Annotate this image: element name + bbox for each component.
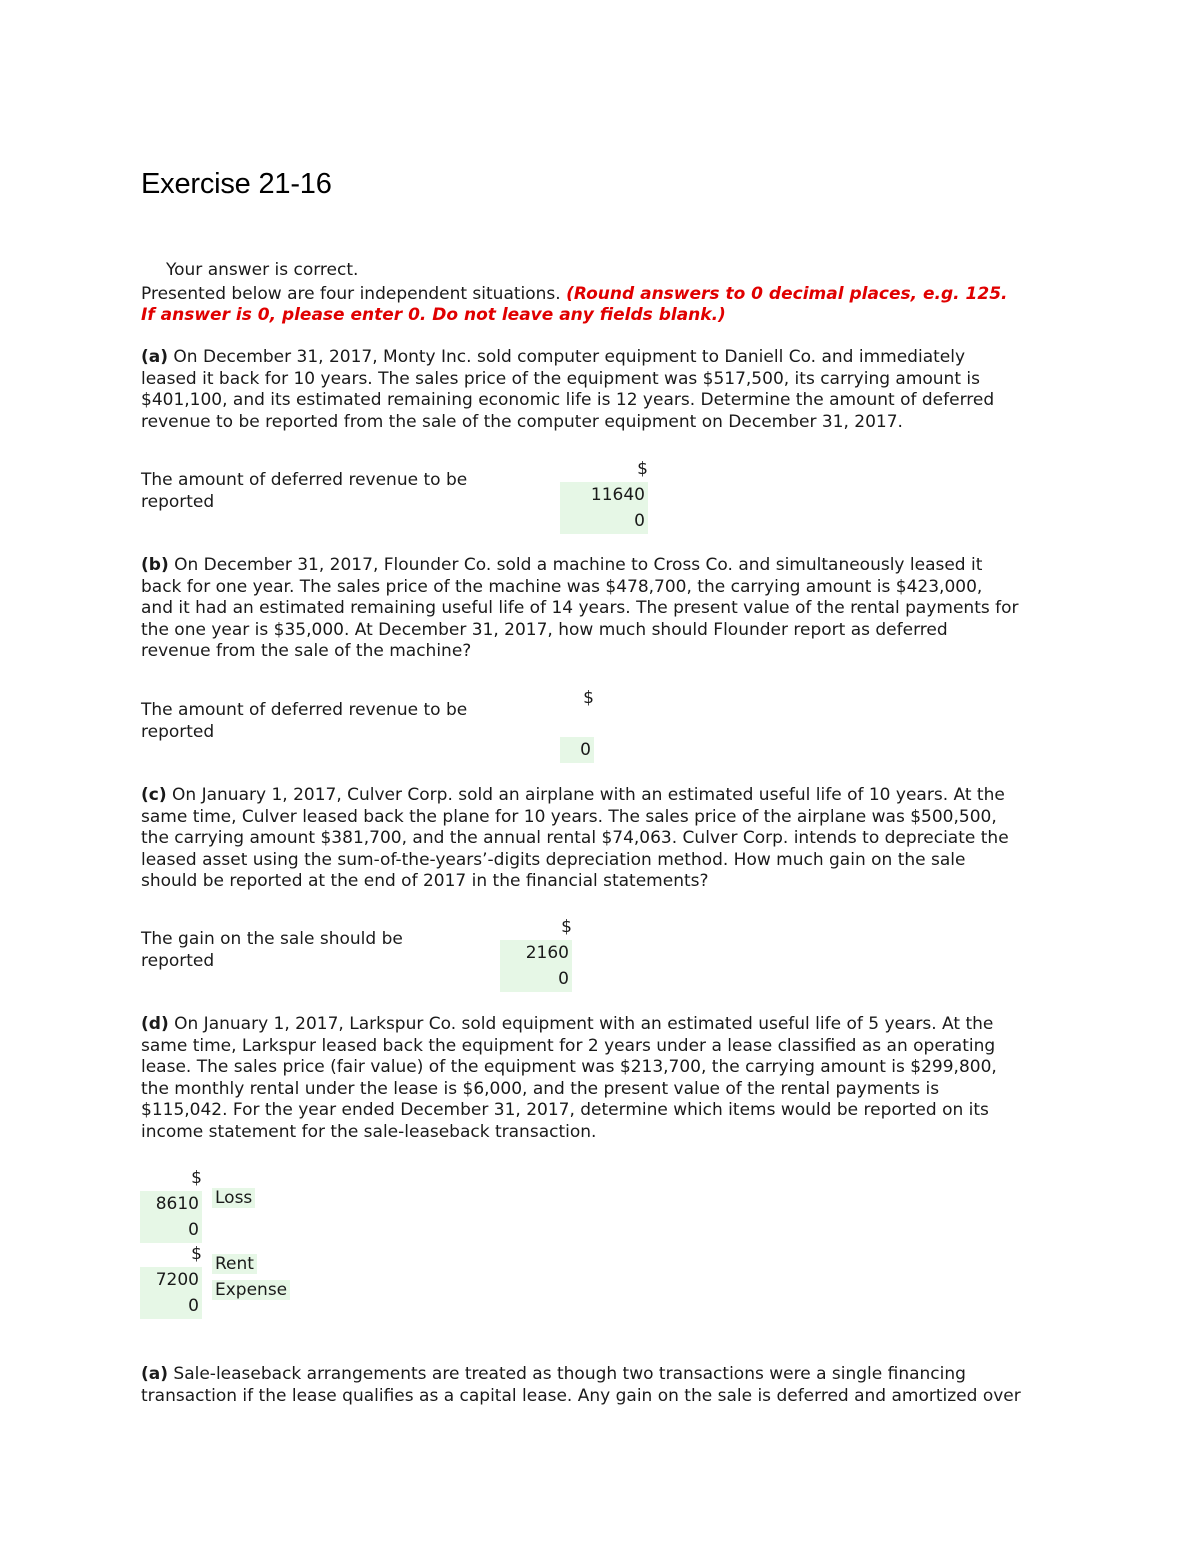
part-d-text [141,1014,997,1143]
part-b-line: revenue from the sale of the machine? [141,641,472,661]
part-c-answer-value: 2160 [500,940,572,966]
part-c-label: (c) [141,785,167,805]
part-d-line: the monthly rental under the lease is $6,000, and the present value of the rental payments is [141,1078,940,1099]
part-d-item2-type-value-cont: Expense [212,1280,290,1300]
part-b-question [141,700,467,743]
part-b-answer-field[interactable] [560,685,594,763]
explanation-a-line-text: Sale-leaseback arrangements are treated as though two transactions were a single financing [168,1364,966,1384]
part-a-question-line: The amount of deferred revenue to be [141,470,468,490]
explanation-a-label: (a) [141,1364,169,1384]
explanation-a-line: transaction if the lease qualifies as a capital lease. Any gain on the sale is deferred and amortized over [141,1385,1021,1406]
instruction-text-2: If answer is 0, please enter 0. Do not leave any fields blank.) [141,305,726,325]
part-c-line [141,785,1009,807]
part-a-line: leased it back for 10 years. The sales price of the equipment was $517,500, its carrying amount is [141,368,980,389]
part-c-line: the carrying amount $381,700, and the annual rental $74,063. Culver Corp. intends to depreciate the [141,828,1009,848]
part-d-line: $115,042. For the year ended December 31, 2017, determine which items would be reported on its [141,1100,989,1120]
part-d-item2-answer-value: 7200 [140,1267,202,1293]
part-a-line: $401,100, and its estimated remaining economic life is 12 years. Determine the amount of deferred [141,390,995,410]
part-b-line: and it had an estimated remaining useful life of 14 years. The present value of the rental payments for [141,598,1019,618]
part-c-line: should be reported at the end of 2017 in the financial statements? [141,871,709,891]
part-a-line [141,347,994,369]
intro-line [141,284,1008,306]
part-a-question [141,470,467,513]
part-a-line: revenue to be reported from the sale of the computer equipment on December 31, 2017. [141,411,903,432]
part-a-line-text: On December 31, 2017, Monty Inc. sold computer equipment to Daniell Co. and immediately [168,347,966,367]
part-d-line [141,1014,997,1036]
part-d-item2-answer-value-cont: 0 [140,1293,202,1319]
part-c-line: same time, Culver leased back the plane for 10 years. The sales price of the airplane was $500,500, [141,806,997,827]
part-d-line: same time, Larkspur leased back the equipment for 2 years under a lease classified as an operating [141,1035,996,1056]
explanation-a-line [141,1364,1021,1386]
part-d-item2-answer-field[interactable] [140,1241,202,1319]
part-d-label: (d) [141,1014,169,1034]
instruction-text-1: (Round answers to 0 decimal places, e.g. 125. [566,284,1008,304]
part-c-question-line: The gain on the sale should be [141,929,403,949]
part-d-item1-answer-value-cont: 0 [140,1217,202,1243]
intro-text: Presented below are four independent situations. [141,284,561,304]
part-b-answer-value: 0 [560,737,594,763]
part-b-label: (b) [141,555,169,575]
currency-symbol: $ [191,1244,202,1264]
part-b-text [141,555,1019,663]
part-c-question-line: reported [141,950,215,971]
part-d-item2-type-value: Rent [212,1254,257,1274]
part-a-label: (a) [141,347,169,367]
part-c-question [141,929,403,972]
part-a-question-line: reported [141,491,215,512]
part-d-line-text: On January 1, 2017, Larkspur Co. sold equipment with an estimated useful life of 5 years. At the [168,1014,994,1034]
currency-symbol: $ [583,688,594,708]
part-d-item1-type-select[interactable] [212,1185,255,1211]
part-b-line-text: On December 31, 2017, Flounder Co. sold a machine to Cross Co. and simultaneously leased it [168,555,983,575]
part-d-item1-answer-field[interactable] [140,1165,202,1243]
part-a-answer-value: 11640 [560,482,648,508]
part-a-text [141,347,994,433]
part-b-line [141,555,1019,577]
part-b-line: the one year is $35,000. At December 31, 2017, how much should Flounder report as deferred [141,619,948,640]
part-d-item1-answer-value: 8610 [140,1191,202,1217]
part-b-line: back for one year. The sales price of the machine was $478,700, the carrying amount is $423,000, [141,576,983,597]
part-d-line: lease. The sales price (fair value) of the equipment was $213,700, the carrying amount is $299,800, [141,1057,997,1077]
part-b-question-line: The amount of deferred revenue to be [141,700,468,720]
explanation-a-text [141,1364,1021,1407]
part-c-answer-value-cont: 0 [500,966,572,992]
part-c-text [141,785,1009,893]
part-b-question-line: reported [141,721,215,742]
part-a-answer-value-cont: 0 [560,508,648,534]
page-title: Exercise 21-16 [141,168,332,200]
part-d-line: income statement for the sale-leaseback transaction. [141,1121,597,1142]
part-d-item1-type-value: Loss [212,1188,255,1208]
currency-symbol: $ [561,917,572,937]
part-a-answer-field[interactable] [560,456,648,534]
part-c-line: leased asset using the sum-of-the-years’-digits depreciation method. How much gain on the sale [141,849,966,870]
currency-symbol: $ [637,459,648,479]
part-c-line-text: On January 1, 2017, Culver Corp. sold an airplane with an estimated useful life of 10 years. At the [166,785,1005,805]
part-c-answer-field[interactable] [500,914,572,992]
status-message: Your answer is correct. [166,260,359,280]
currency-symbol: $ [191,1168,202,1188]
part-d-item2-type-select[interactable] [212,1251,290,1303]
